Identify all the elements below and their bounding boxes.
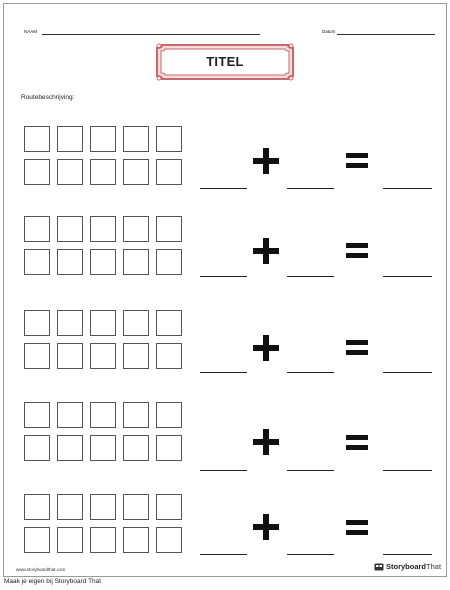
grid-box[interactable]: [123, 402, 149, 428]
grid-box[interactable]: [123, 310, 149, 336]
problem-row: [4, 216, 446, 296]
equals-sign: [346, 340, 368, 356]
website-url[interactable]: www.storyboardthat.com: [16, 567, 66, 572]
answer-blank-result[interactable]: [383, 470, 432, 471]
answer-blank-result[interactable]: [383, 372, 432, 373]
grid-box[interactable]: [24, 402, 50, 428]
grid-box[interactable]: [57, 435, 83, 461]
answer-blank-2[interactable]: [287, 276, 334, 277]
grid-box[interactable]: [156, 126, 182, 152]
grid-box[interactable]: [156, 159, 182, 185]
grid-box[interactable]: [24, 435, 50, 461]
plus-sign: [253, 148, 279, 174]
equals-sign: [346, 153, 368, 169]
problem-row: [4, 402, 446, 482]
problem-row: [4, 126, 446, 206]
answer-blank-2[interactable]: [287, 554, 334, 555]
answer-blank-1[interactable]: [200, 470, 247, 471]
grid-box[interactable]: [24, 494, 50, 520]
grid-box[interactable]: [123, 216, 149, 242]
worksheet-title[interactable]: TITEL: [206, 54, 244, 69]
answer-blank-2[interactable]: [287, 372, 334, 373]
grid-box[interactable]: [90, 310, 116, 336]
grid-box[interactable]: [90, 435, 116, 461]
grid-box[interactable]: [123, 527, 149, 553]
grid-box[interactable]: [123, 249, 149, 275]
answer-blank-1[interactable]: [200, 554, 247, 555]
grid-box[interactable]: [57, 527, 83, 553]
answer-blank-result[interactable]: [383, 276, 432, 277]
grid-box[interactable]: [57, 343, 83, 369]
grid-box[interactable]: [156, 402, 182, 428]
grid-box[interactable]: [24, 126, 50, 152]
grid-box[interactable]: [90, 126, 116, 152]
problem-row: [4, 310, 446, 390]
answer-blank-1[interactable]: [200, 372, 247, 373]
grid-box[interactable]: [123, 494, 149, 520]
grid-box[interactable]: [24, 310, 50, 336]
answer-blank-result[interactable]: [383, 554, 432, 555]
date-label: Datum: [322, 29, 336, 34]
grid-box[interactable]: [90, 216, 116, 242]
answer-blank-result[interactable]: [383, 188, 432, 189]
box-grid: [24, 126, 189, 188]
box-grid: [24, 402, 189, 464]
answer-blank-1[interactable]: [200, 188, 247, 189]
grid-box[interactable]: [24, 159, 50, 185]
grid-box[interactable]: [156, 216, 182, 242]
grid-box[interactable]: [90, 527, 116, 553]
grid-box[interactable]: [156, 435, 182, 461]
answer-blank-1[interactable]: [200, 276, 247, 277]
grid-box[interactable]: [57, 126, 83, 152]
grid-box[interactable]: [156, 310, 182, 336]
grid-box[interactable]: [57, 216, 83, 242]
grid-box[interactable]: [57, 494, 83, 520]
grid-box[interactable]: [156, 527, 182, 553]
grid-box[interactable]: [57, 159, 83, 185]
storyboardthat-logo[interactable]: [374, 561, 444, 573]
grid-box[interactable]: [123, 343, 149, 369]
storyboard-film-icon: [374, 562, 384, 572]
grid-box[interactable]: [24, 216, 50, 242]
footer-caption: Maak je eigen bij Storyboard That: [4, 578, 102, 585]
box-grid: [24, 216, 189, 278]
grid-box[interactable]: [57, 402, 83, 428]
grid-box[interactable]: [90, 343, 116, 369]
plus-sign: [253, 238, 279, 264]
box-grid: [24, 494, 189, 556]
grid-box[interactable]: [90, 494, 116, 520]
grid-box[interactable]: [90, 249, 116, 275]
box-grid: [24, 310, 189, 372]
grid-box[interactable]: [90, 402, 116, 428]
grid-box[interactable]: [90, 159, 116, 185]
grid-box[interactable]: [24, 343, 50, 369]
grid-box[interactable]: [24, 249, 50, 275]
grid-box[interactable]: [24, 527, 50, 553]
plus-sign: [253, 514, 279, 540]
plus-sign: [253, 429, 279, 455]
plus-sign: [253, 335, 279, 361]
grid-box[interactable]: [123, 126, 149, 152]
name-field-line[interactable]: [42, 34, 260, 35]
worksheet-page: [3, 3, 447, 577]
name-label: NAAM: [24, 29, 38, 34]
equals-sign: [346, 243, 368, 259]
grid-box[interactable]: [57, 249, 83, 275]
grid-box[interactable]: [57, 310, 83, 336]
grid-box[interactable]: [123, 159, 149, 185]
grid-box[interactable]: [123, 435, 149, 461]
grid-box[interactable]: [156, 249, 182, 275]
equals-sign: [346, 520, 368, 536]
grid-box[interactable]: [156, 343, 182, 369]
answer-blank-2[interactable]: [287, 470, 334, 471]
instructions-label: Routebeschrijving:: [21, 94, 75, 101]
logo-text: StoryboardThat: [386, 562, 442, 571]
answer-blank-2[interactable]: [287, 188, 334, 189]
equals-sign: [346, 435, 368, 451]
date-field-line[interactable]: [337, 34, 435, 35]
grid-box[interactable]: [156, 494, 182, 520]
